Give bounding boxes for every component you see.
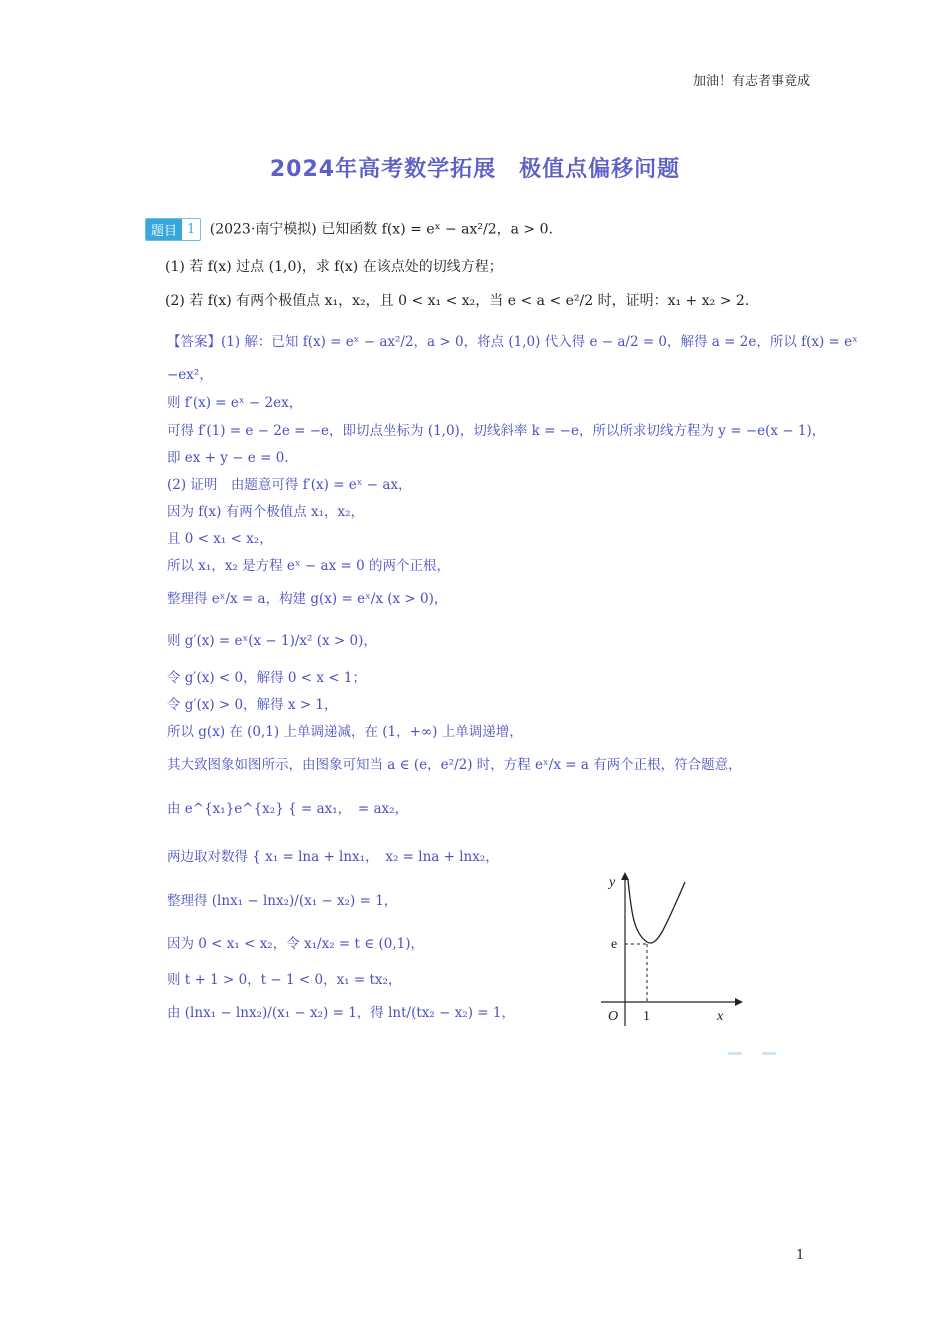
page-title: 2024年高考数学拓展 极值点偏移问题 [269, 157, 681, 182]
answer-line: 且 0 < x₁ < x₂， [167, 531, 273, 547]
one-tick-label: 1 [643, 1009, 650, 1024]
problem-stem: (2023·南宁模拟) 已知函数 f(x) = eˣ − ax²/2，a > 0. [209, 221, 553, 238]
answer-line: 所以 x₁，x₂ 是方程 eˣ − ax = 0 的两个正根， [167, 558, 450, 574]
problem-part-1: (1) 若 f(x) 过点 (1,0)，求 f(x) 在该点处的切线方程； [165, 259, 503, 275]
y-axis-label: y [609, 875, 616, 890]
answer-line: 其大致图象如图所示，由图象可知当 a ∈ (e，e²/2) 时，方程 eˣ/x = a 有两个正根，符合题意， [167, 757, 742, 773]
answer-line: 则 g′(x) = eˣ(x − 1)/x² (x > 0)， [167, 633, 377, 649]
scan-artifact [728, 1052, 742, 1055]
problem-part-2: (2) 若 f(x) 有两个极值点 x₁，x₂，且 0 < x₁ < x₂，当 e < a < e²/2 时，证明：x₁ + x₂ > 2. [165, 293, 750, 309]
answer-line: 令 g′(x) < 0，解得 0 < x < 1； [167, 670, 366, 686]
e-tick-label: e [611, 937, 618, 952]
answer-line: 因为 f(x) 有两个极值点 x₁，x₂， [167, 504, 365, 520]
answer-line: 整理得 eˣ/x = a，构建 g(x) = eˣ/x (x > 0)， [167, 591, 448, 607]
y-axis [621, 872, 629, 1026]
answer-line: 【答案】(1) 解：已知 f(x) = eˣ − ax²/2，a > 0，将点 (1,0) 代入得 e − a/2 = 0，解得 a = 2e，所以 f(x) = eˣ [167, 334, 858, 350]
answer-line: 则 t + 1 > 0，t − 1 < 0，x₁ = tx₂， [167, 972, 402, 988]
answer-line: 令 g′(x) > 0，解得 x > 1， [167, 697, 338, 713]
answer-line: 由 (lnx₁ − lnx₂)/(x₁ − x₂) = 1，得 lnt/(tx₂ − x₂) = 1， [167, 1005, 515, 1021]
scan-artifact [762, 1052, 776, 1055]
answer-line: 即 ex + y − e = 0. [167, 450, 289, 466]
x-axis [601, 998, 743, 1006]
answer-line: 两边取对数得 { x₁ = lna + lnx₁， x₂ = lna + lnx₂， [167, 849, 499, 865]
answer-line: (2) 证明 由题意可得 f′(x) = eˣ − ax， [167, 477, 412, 493]
answer-line: 则 f′(x) = eˣ − 2ex， [167, 395, 303, 411]
answer-line: 可得 f′(1) = e − 2e = −e，即切点坐标为 (1,0)，切线斜率 k = −e，所以所求切线方程为 y = −e(x − 1)， [167, 423, 826, 439]
problem-tag-number: 1 [187, 222, 196, 237]
g-curve [628, 880, 685, 943]
origin-label: O [608, 1009, 619, 1024]
problem-tag [145, 218, 201, 241]
answer-line: 所以 g(x) 在 (0,1) 上单调递减，在 (1，+∞) 上单调递增， [167, 724, 523, 740]
answer-line: 由 e^{x₁}e^{x₂} { = ax₁， = ax₂， [167, 801, 409, 817]
page-number: 1 [796, 1248, 805, 1263]
header-motto: 加油！有志者事竟成 [692, 74, 810, 89]
function-graph [595, 868, 745, 1028]
problem-tag-label: 题目 [146, 219, 182, 240]
answer-line: 整理得 (lnx₁ − lnx₂)/(x₁ − x₂) = 1， [167, 893, 398, 909]
answer-line: 因为 0 < x₁ < x₂，令 x₁/x₂ = t ∈ (0,1)， [167, 936, 425, 952]
x-axis-label: x [717, 1009, 724, 1024]
answer-line: −ex²， [167, 367, 213, 383]
